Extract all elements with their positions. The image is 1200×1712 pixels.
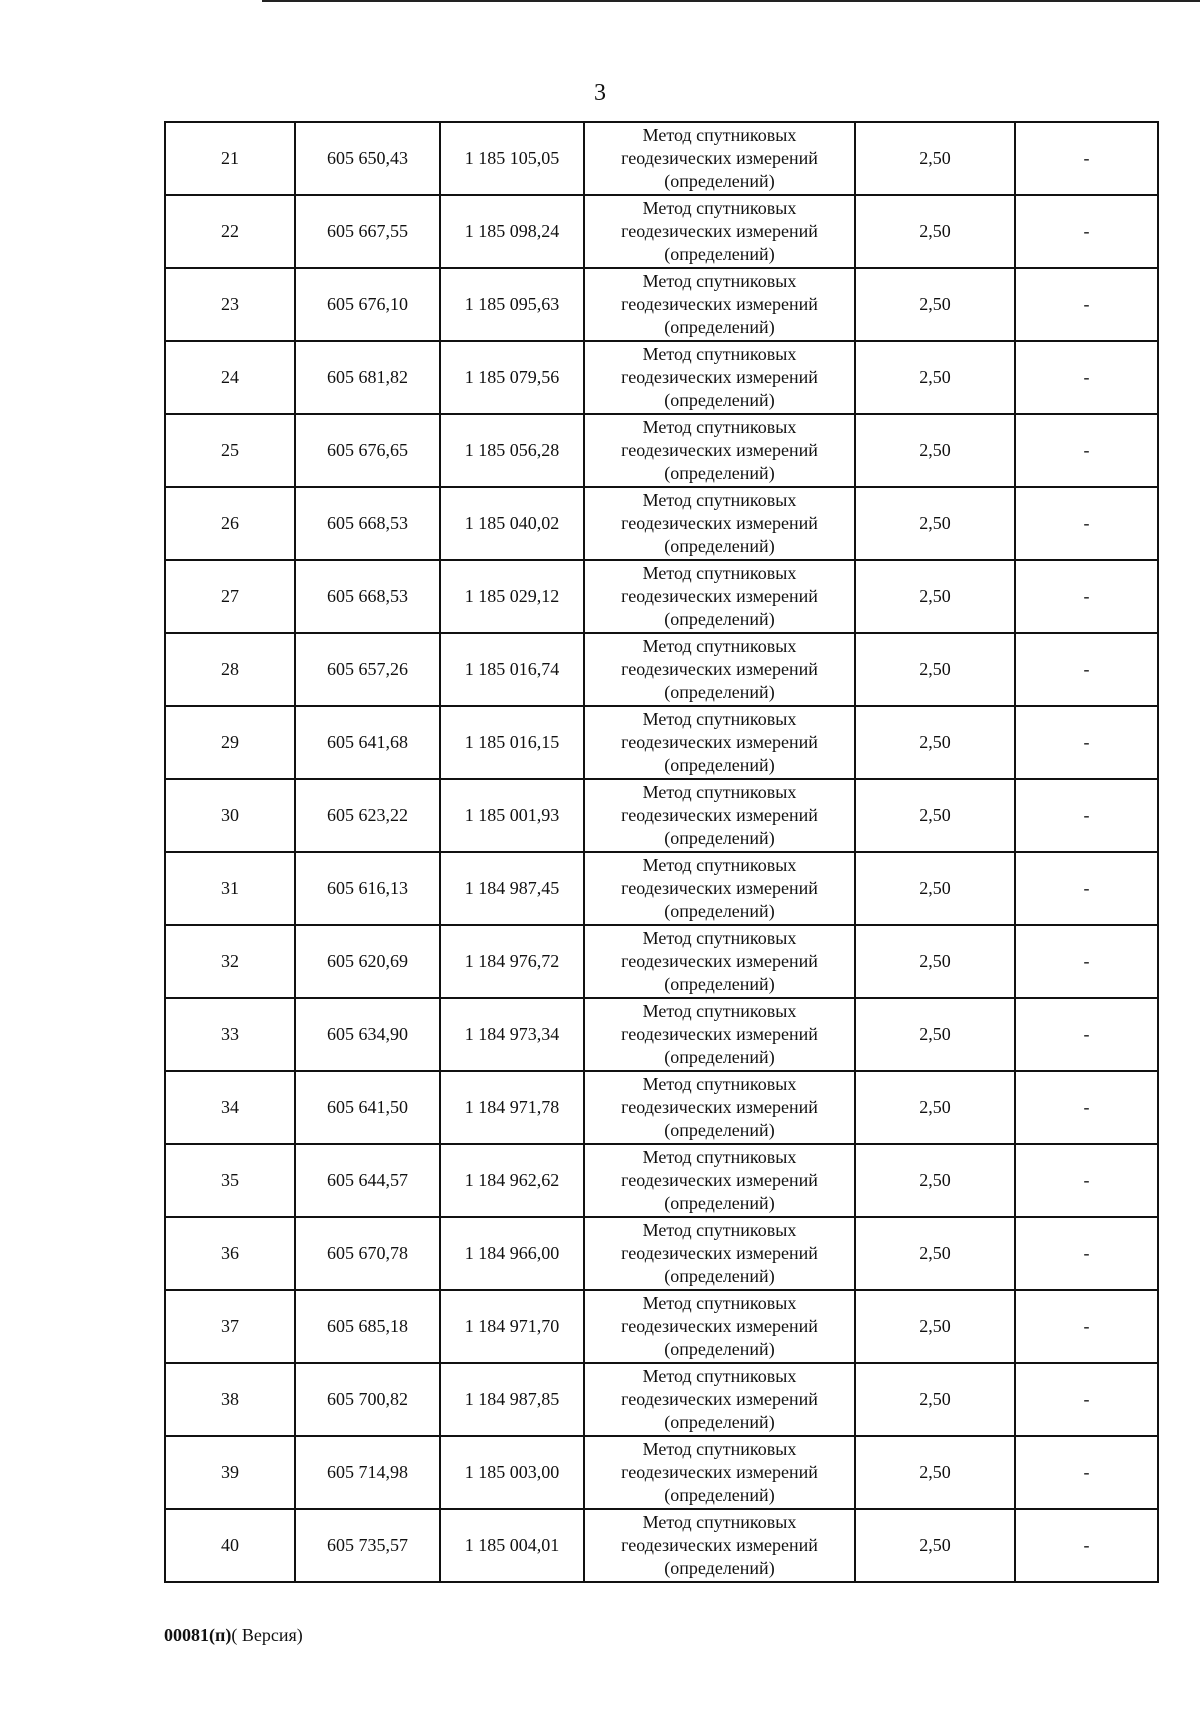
x-coordinate-cell: 605 668,53 xyxy=(295,487,440,560)
note-cell: - xyxy=(1015,268,1158,341)
method-line: геодезических измерений xyxy=(621,1462,818,1482)
method-line: геодезических измерений xyxy=(621,732,818,752)
method-line: Метод спутниковых xyxy=(642,344,797,364)
method-cell xyxy=(584,925,855,998)
y-coordinate-cell: 1 184 971,78 xyxy=(440,1071,584,1144)
coordinates-table-body xyxy=(165,122,1158,1582)
method-line: (определений) xyxy=(664,1266,775,1286)
note-cell: - xyxy=(1015,341,1158,414)
point-number-cell: 22 xyxy=(165,195,295,268)
method-cell xyxy=(584,414,855,487)
x-coordinate-cell: 605 676,10 xyxy=(295,268,440,341)
method-line: Метод спутниковых xyxy=(642,709,797,729)
y-coordinate-cell: 1 184 962,62 xyxy=(440,1144,584,1217)
y-coordinate-cell: 1 184 987,45 xyxy=(440,852,584,925)
note-cell: - xyxy=(1015,1436,1158,1509)
method-line: (определений) xyxy=(664,828,775,848)
accuracy-cell: 2,50 xyxy=(855,414,1015,487)
form-version: ( Версия) xyxy=(231,1625,303,1645)
x-coordinate-cell: 605 676,65 xyxy=(295,414,440,487)
note-cell: - xyxy=(1015,779,1158,852)
accuracy-cell: 2,50 xyxy=(855,560,1015,633)
method-cell xyxy=(584,1217,855,1290)
method-line: (определений) xyxy=(664,463,775,483)
y-coordinate-cell: 1 185 004,01 xyxy=(440,1509,584,1582)
note-cell: - xyxy=(1015,852,1158,925)
note-cell: - xyxy=(1015,1363,1158,1436)
accuracy-cell: 2,50 xyxy=(855,195,1015,268)
point-number-cell: 28 xyxy=(165,633,295,706)
note-cell: - xyxy=(1015,122,1158,195)
note-cell: - xyxy=(1015,706,1158,779)
y-coordinate-cell: 1 185 105,05 xyxy=(440,122,584,195)
method-line: Метод спутниковых xyxy=(642,417,797,437)
method-line: (определений) xyxy=(664,1412,775,1432)
method-line: Метод спутниковых xyxy=(642,1293,797,1313)
method-line: Метод спутниковых xyxy=(642,636,797,656)
point-number-cell: 39 xyxy=(165,1436,295,1509)
y-coordinate-cell: 1 184 973,34 xyxy=(440,998,584,1071)
table-row xyxy=(165,122,1158,195)
table-row xyxy=(165,1144,1158,1217)
method-line: геодезических измерений xyxy=(621,367,818,387)
point-number-cell: 36 xyxy=(165,1217,295,1290)
method-line: геодезических измерений xyxy=(621,513,818,533)
method-line: Метод спутниковых xyxy=(642,198,797,218)
method-line: геодезических измерений xyxy=(621,1024,818,1044)
note-cell: - xyxy=(1015,1290,1158,1363)
table-row xyxy=(165,341,1158,414)
accuracy-cell: 2,50 xyxy=(855,487,1015,560)
note-cell: - xyxy=(1015,487,1158,560)
table-row xyxy=(165,1509,1158,1582)
y-coordinate-cell: 1 185 098,24 xyxy=(440,195,584,268)
method-line: Метод спутниковых xyxy=(642,1147,797,1167)
method-line: (определений) xyxy=(664,1120,775,1140)
method-line: геодезических измерений xyxy=(621,659,818,679)
table-row xyxy=(165,1071,1158,1144)
method-line: Метод спутниковых xyxy=(642,928,797,948)
method-line: геодезических измерений xyxy=(621,1316,818,1336)
point-number-cell: 35 xyxy=(165,1144,295,1217)
method-line: геодезических измерений xyxy=(621,805,818,825)
x-coordinate-cell: 605 623,22 xyxy=(295,779,440,852)
method-line: Метод спутниковых xyxy=(642,855,797,875)
method-cell xyxy=(584,1071,855,1144)
note-cell: - xyxy=(1015,1509,1158,1582)
accuracy-cell: 2,50 xyxy=(855,852,1015,925)
form-code: 00081(п) xyxy=(164,1625,232,1645)
x-coordinate-cell: 605 685,18 xyxy=(295,1290,440,1363)
method-cell xyxy=(584,1509,855,1582)
method-line: (определений) xyxy=(664,317,775,337)
method-line: (определений) xyxy=(664,1193,775,1213)
method-line: (определений) xyxy=(664,1339,775,1359)
note-cell: - xyxy=(1015,633,1158,706)
method-line: (определений) xyxy=(664,682,775,702)
table-row xyxy=(165,560,1158,633)
y-coordinate-cell: 1 185 003,00 xyxy=(440,1436,584,1509)
x-coordinate-cell: 605 650,43 xyxy=(295,122,440,195)
table-row xyxy=(165,487,1158,560)
method-cell xyxy=(584,852,855,925)
accuracy-cell: 2,50 xyxy=(855,122,1015,195)
y-coordinate-cell: 1 185 016,15 xyxy=(440,706,584,779)
table-row xyxy=(165,1290,1158,1363)
x-coordinate-cell: 605 644,57 xyxy=(295,1144,440,1217)
y-coordinate-cell: 1 185 040,02 xyxy=(440,487,584,560)
table-row xyxy=(165,268,1158,341)
method-cell xyxy=(584,633,855,706)
x-coordinate-cell: 605 670,78 xyxy=(295,1217,440,1290)
x-coordinate-cell: 605 667,55 xyxy=(295,195,440,268)
method-line: (определений) xyxy=(664,536,775,556)
x-coordinate-cell: 605 714,98 xyxy=(295,1436,440,1509)
method-cell xyxy=(584,1290,855,1363)
y-coordinate-cell: 1 185 095,63 xyxy=(440,268,584,341)
y-coordinate-cell: 1 185 016,74 xyxy=(440,633,584,706)
top-rule xyxy=(262,0,1200,2)
accuracy-cell: 2,50 xyxy=(855,779,1015,852)
x-coordinate-cell: 605 700,82 xyxy=(295,1363,440,1436)
method-line: геодезических измерений xyxy=(621,1243,818,1263)
x-coordinate-cell: 605 641,50 xyxy=(295,1071,440,1144)
method-line: (определений) xyxy=(664,171,775,191)
accuracy-cell: 2,50 xyxy=(855,1144,1015,1217)
note-cell: - xyxy=(1015,195,1158,268)
table-row xyxy=(165,998,1158,1071)
x-coordinate-cell: 605 634,90 xyxy=(295,998,440,1071)
note-cell: - xyxy=(1015,560,1158,633)
point-number-cell: 38 xyxy=(165,1363,295,1436)
method-line: (определений) xyxy=(664,1558,775,1578)
table-row xyxy=(165,779,1158,852)
y-coordinate-cell: 1 184 971,70 xyxy=(440,1290,584,1363)
table-row xyxy=(165,925,1158,998)
method-line: Метод спутниковых xyxy=(642,271,797,291)
table-row xyxy=(165,852,1158,925)
x-coordinate-cell: 605 616,13 xyxy=(295,852,440,925)
x-coordinate-cell: 605 620,69 xyxy=(295,925,440,998)
method-line: (определений) xyxy=(664,1485,775,1505)
method-line: геодезических измерений xyxy=(621,1097,818,1117)
y-coordinate-cell: 1 185 079,56 xyxy=(440,341,584,414)
y-coordinate-cell: 1 185 001,93 xyxy=(440,779,584,852)
table-row xyxy=(165,706,1158,779)
point-number-cell: 32 xyxy=(165,925,295,998)
point-number-cell: 37 xyxy=(165,1290,295,1363)
point-number-cell: 30 xyxy=(165,779,295,852)
accuracy-cell: 2,50 xyxy=(855,925,1015,998)
accuracy-cell: 2,50 xyxy=(855,1071,1015,1144)
table-row xyxy=(165,195,1158,268)
accuracy-cell: 2,50 xyxy=(855,268,1015,341)
point-number-cell: 33 xyxy=(165,998,295,1071)
method-line: геодезических измерений xyxy=(621,1389,818,1409)
accuracy-cell: 2,50 xyxy=(855,633,1015,706)
method-line: геодезических измерений xyxy=(621,586,818,606)
method-line: геодезических измерений xyxy=(621,294,818,314)
point-number-cell: 29 xyxy=(165,706,295,779)
point-number-cell: 27 xyxy=(165,560,295,633)
method-line: (определений) xyxy=(664,244,775,264)
method-cell xyxy=(584,998,855,1071)
method-line: (определений) xyxy=(664,901,775,921)
method-line: геодезических измерений xyxy=(621,1535,818,1555)
method-line: Метод спутниковых xyxy=(642,1001,797,1021)
x-coordinate-cell: 605 657,26 xyxy=(295,633,440,706)
accuracy-cell: 2,50 xyxy=(855,1290,1015,1363)
method-cell xyxy=(584,1144,855,1217)
method-cell xyxy=(584,122,855,195)
method-line: Метод спутниковых xyxy=(642,1439,797,1459)
note-cell: - xyxy=(1015,414,1158,487)
method-line: Метод спутниковых xyxy=(642,490,797,510)
point-number-cell: 23 xyxy=(165,268,295,341)
method-cell xyxy=(584,779,855,852)
method-cell xyxy=(584,268,855,341)
method-line: геодезических измерений xyxy=(621,440,818,460)
accuracy-cell: 2,50 xyxy=(855,1509,1015,1582)
point-number-cell: 34 xyxy=(165,1071,295,1144)
method-line: (определений) xyxy=(664,974,775,994)
method-line: геодезических измерений xyxy=(621,878,818,898)
x-coordinate-cell: 605 668,53 xyxy=(295,560,440,633)
table-row xyxy=(165,1217,1158,1290)
x-coordinate-cell: 605 681,82 xyxy=(295,341,440,414)
footer xyxy=(164,1625,303,1646)
accuracy-cell: 2,50 xyxy=(855,1363,1015,1436)
method-line: геодезических измерений xyxy=(621,1170,818,1190)
point-number-cell: 26 xyxy=(165,487,295,560)
y-coordinate-cell: 1 184 976,72 xyxy=(440,925,584,998)
table-row xyxy=(165,1363,1158,1436)
method-line: геодезических измерений xyxy=(621,951,818,971)
method-line: Метод спутниковых xyxy=(642,1512,797,1532)
method-line: (определений) xyxy=(664,1047,775,1067)
y-coordinate-cell: 1 185 029,12 xyxy=(440,560,584,633)
x-coordinate-cell: 605 735,57 xyxy=(295,1509,440,1582)
method-line: Метод спутниковых xyxy=(642,1074,797,1094)
note-cell: - xyxy=(1015,1144,1158,1217)
method-cell xyxy=(584,560,855,633)
method-line: Метод спутниковых xyxy=(642,1366,797,1386)
accuracy-cell: 2,50 xyxy=(855,706,1015,779)
method-line: геодезических измерений xyxy=(621,148,818,168)
coordinates-table xyxy=(164,121,1159,1583)
method-cell xyxy=(584,1363,855,1436)
y-coordinate-cell: 1 184 966,00 xyxy=(440,1217,584,1290)
point-number-cell: 24 xyxy=(165,341,295,414)
point-number-cell: 40 xyxy=(165,1509,295,1582)
note-cell: - xyxy=(1015,925,1158,998)
method-line: Метод спутниковых xyxy=(642,782,797,802)
point-number-cell: 31 xyxy=(165,852,295,925)
method-line: геодезических измерений xyxy=(621,221,818,241)
method-cell xyxy=(584,341,855,414)
note-cell: - xyxy=(1015,998,1158,1071)
accuracy-cell: 2,50 xyxy=(855,1217,1015,1290)
point-number-cell: 21 xyxy=(165,122,295,195)
accuracy-cell: 2,50 xyxy=(855,998,1015,1071)
method-cell xyxy=(584,487,855,560)
y-coordinate-cell: 1 185 056,28 xyxy=(440,414,584,487)
table-row xyxy=(165,633,1158,706)
table-row xyxy=(165,414,1158,487)
accuracy-cell: 2,50 xyxy=(855,1436,1015,1509)
note-cell: - xyxy=(1015,1217,1158,1290)
method-cell xyxy=(584,1436,855,1509)
method-line: Метод спутниковых xyxy=(642,563,797,583)
accuracy-cell: 2,50 xyxy=(855,341,1015,414)
y-coordinate-cell: 1 184 987,85 xyxy=(440,1363,584,1436)
method-cell xyxy=(584,706,855,779)
point-number-cell: 25 xyxy=(165,414,295,487)
table-row xyxy=(165,1436,1158,1509)
method-line: (определений) xyxy=(664,755,775,775)
method-line: Метод спутниковых xyxy=(642,1220,797,1240)
page-number: 3 xyxy=(594,80,606,106)
method-line: (определений) xyxy=(664,609,775,629)
method-cell xyxy=(584,195,855,268)
note-cell: - xyxy=(1015,1071,1158,1144)
method-line: Метод спутниковых xyxy=(642,125,797,145)
x-coordinate-cell: 605 641,68 xyxy=(295,706,440,779)
method-line: (определений) xyxy=(664,390,775,410)
